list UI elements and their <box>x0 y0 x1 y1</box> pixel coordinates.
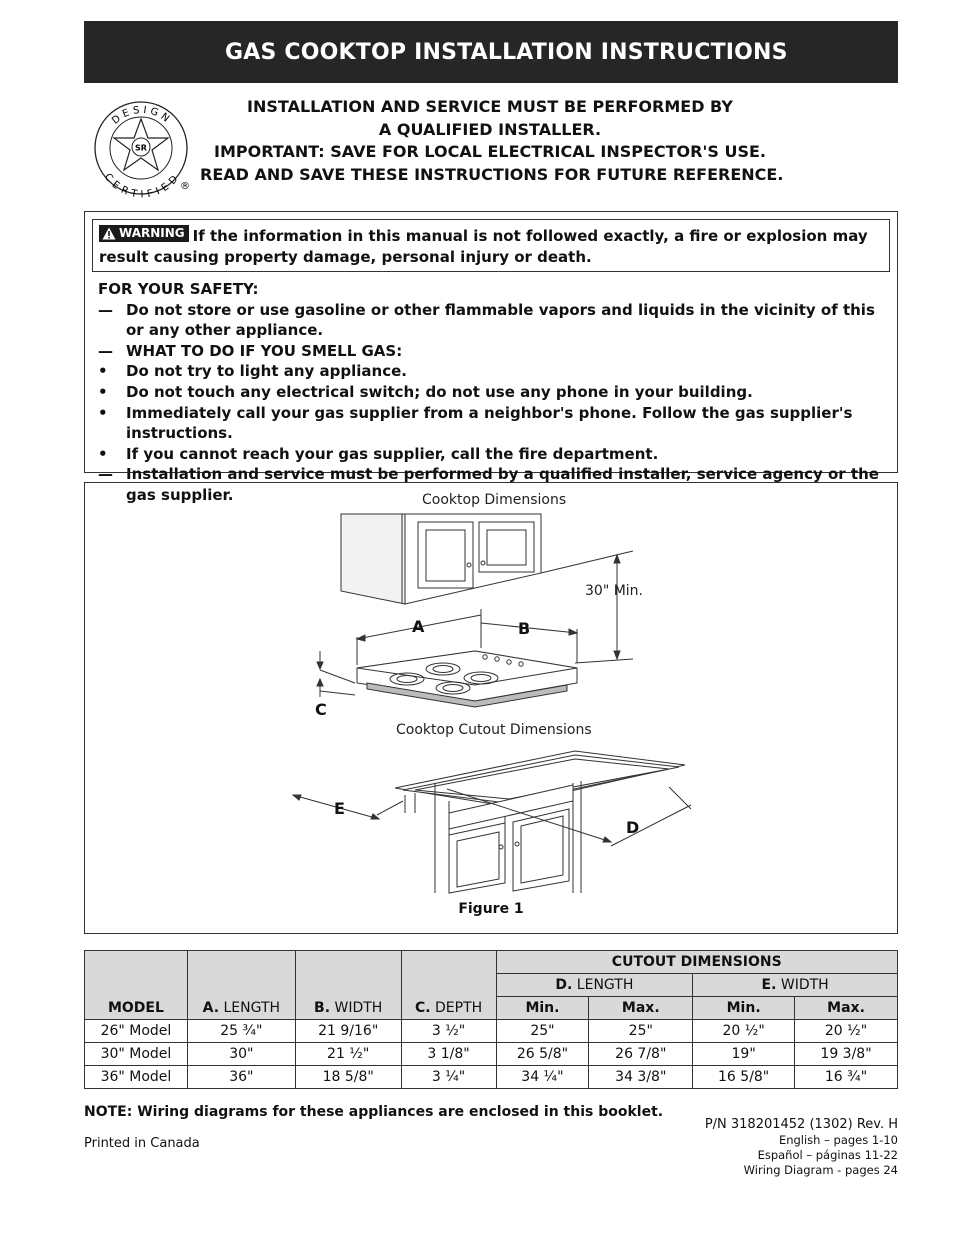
table-cell: 30" <box>187 1043 295 1066</box>
table-cell: 25 ¾" <box>187 1020 295 1043</box>
table-cell: 20 ½" <box>693 1020 795 1043</box>
safety-heading: FOR YOUR SAFETY: <box>98 280 259 298</box>
dimension-letter-d: D <box>626 818 640 837</box>
page-ref: Español – páginas 11-22 <box>757 1148 898 1162</box>
figure-box <box>84 482 898 934</box>
cutout-dimensions-title: Cooktop Cutout Dimensions <box>396 722 592 738</box>
table-cell: 36" Model <box>85 1066 188 1089</box>
table-header-cell <box>85 974 188 997</box>
part-number-block <box>705 1116 898 1178</box>
table-header-cell <box>295 974 401 997</box>
header-note-line: READ AND SAVE THESE INSTRUCTIONS FOR FUTURE REFERENCE. <box>200 164 784 184</box>
list-item-text: Installation and service must be performed by a qualified installer, service agency or the gas supplier. <box>126 465 879 504</box>
figure-caption: Figure 1 <box>458 901 524 917</box>
min-clearance-label: 30" Min. <box>585 583 643 599</box>
list-marker: • <box>98 382 108 401</box>
list-item <box>98 300 888 341</box>
list-marker: — <box>98 465 113 484</box>
list-item <box>98 382 888 403</box>
warning-badge-label: WARNING <box>119 226 185 240</box>
table-cell: 18 5/8" <box>295 1066 401 1089</box>
warning-badge <box>99 225 189 242</box>
warning-box <box>92 219 890 272</box>
cooktop-dimensions-title: Cooktop Dimensions <box>422 492 567 508</box>
table-cell: 3 1/8" <box>401 1043 496 1066</box>
list-item-text: WHAT TO DO IF YOU SMELL GAS: <box>126 341 403 360</box>
table-cell: 3 ½" <box>401 1020 496 1043</box>
dimension-letter-a: A <box>412 617 425 636</box>
seal-center-text: SR <box>135 143 147 153</box>
table-cell: 34 3/8" <box>589 1066 693 1089</box>
seal-top-text: DESIGN <box>110 104 174 127</box>
table-cell: 26 5/8" <box>496 1043 589 1066</box>
dimensions-table <box>84 950 898 1089</box>
list-item-text: Immediately call your gas supplier from a neighbor's phone. Follow the gas supplier's instructions. <box>126 403 853 443</box>
list-item <box>98 341 888 362</box>
max-header: Max. <box>795 997 898 1020</box>
model-header: MODEL <box>85 997 188 1020</box>
page-ref: English – pages 1-10 <box>778 1133 898 1147</box>
table-header-cell <box>85 951 188 974</box>
table-header-cell <box>187 951 295 974</box>
header-notes <box>200 96 784 186</box>
list-marker: • <box>98 403 108 422</box>
dimension-letter-e: E <box>334 799 345 818</box>
min-header: Min. <box>496 997 589 1020</box>
table-row <box>85 1066 898 1089</box>
table-cell: 26 7/8" <box>589 1043 693 1066</box>
wiring-note: NOTE: Wiring diagrams for these appliances are enclosed in this booklet. <box>84 1104 664 1120</box>
cooktop <box>357 651 577 707</box>
list-marker: — <box>98 341 113 360</box>
list-item <box>98 361 888 382</box>
length-header: A. LENGTH <box>187 997 295 1020</box>
table-header-cell <box>187 974 295 997</box>
header-note-line: A QUALIFIED INSTALLER. <box>378 119 602 139</box>
warning-text: If the information in this manual is not followed exactly, a fire or explosion may result causing property damage, personal injury or death. <box>99 227 868 266</box>
list-item <box>98 403 888 444</box>
base-cabinet <box>395 751 685 893</box>
table-cell: 34 ¼" <box>496 1066 589 1089</box>
depth-dimension <box>317 651 355 697</box>
list-item-text: If you cannot reach your gas supplier, call the fire department. <box>126 444 659 463</box>
svg-text:CERTIFIED <box>102 172 183 199</box>
min-header: Min. <box>693 997 795 1020</box>
table-header-cell <box>401 974 496 997</box>
part-number: P/N 318201452 (1302) Rev. H <box>704 1117 898 1132</box>
cooktop-dimensions-figure <box>85 483 897 933</box>
table-cell: 21 9/16" <box>295 1020 401 1043</box>
list-item-text: Do not touch any electrical switch; do not use any phone in your building. <box>126 382 753 401</box>
page-title: GAS COOKTOP INSTALLATION INSTRUCTIONS <box>225 39 788 65</box>
cutout-dimensions-header: CUTOUT DIMENSIONS <box>496 951 897 974</box>
table-cell: 21 ½" <box>295 1043 401 1066</box>
header-note-line: IMPORTANT: SAVE FOR LOCAL ELECTRICAL INSPECTOR'S USE. <box>214 142 766 161</box>
table-cell: 3 ¼" <box>401 1066 496 1089</box>
table-row <box>85 1043 898 1066</box>
width-header: B. WIDTH <box>295 997 401 1020</box>
table-cell: 30" Model <box>85 1043 188 1066</box>
table-header-cell <box>295 951 401 974</box>
cutout-length-header: D. LENGTH <box>496 974 693 997</box>
table-cell: 26" Model <box>85 1020 188 1043</box>
depth-header: C. DEPTH <box>401 997 496 1020</box>
table-cell: 16 ¾" <box>795 1066 898 1089</box>
page-ref: Wiring Diagram - pages 24 <box>743 1163 898 1177</box>
safety-list <box>98 279 888 506</box>
table-cell: 25" <box>589 1020 693 1043</box>
table-cell: 19 3/8" <box>795 1043 898 1066</box>
dimension-letter-b: B <box>518 619 531 638</box>
header-note-line: INSTALLATION AND SERVICE MUST BE PERFORMED BY <box>247 97 733 116</box>
cutout-width-header: E. WIDTH <box>693 974 898 997</box>
dimension-letter-c: C <box>315 700 327 719</box>
table-row <box>85 1020 898 1043</box>
table-cell: 20 ½" <box>795 1020 898 1043</box>
wall-cabinet <box>341 514 541 604</box>
table-cell: 19" <box>693 1043 795 1066</box>
table-cell: 36" <box>187 1066 295 1089</box>
table-cell: 16 5/8" <box>693 1066 795 1089</box>
min-clearance-dimension <box>541 551 633 663</box>
table-header-cell <box>401 951 496 974</box>
list-marker: — <box>98 300 113 319</box>
max-header: Max. <box>589 997 693 1020</box>
printed-in: Printed in Canada <box>84 1136 200 1151</box>
design-certified-seal-icon <box>92 99 192 199</box>
warning-triangle-icon <box>102 227 116 240</box>
seal-registered-mark: ® <box>180 181 190 192</box>
list-item <box>98 444 888 465</box>
list-item-text: Do not store or use gasoline or other flammable vapors and liquids in the vicinity of this or any other appliance. <box>126 300 875 340</box>
table-cell: 25" <box>496 1020 589 1043</box>
title-bar <box>84 21 898 83</box>
list-item-text: Do not try to light any appliance. <box>126 362 407 381</box>
seal-bottom-text: CERTIFIED <box>101 171 183 199</box>
list-marker: • <box>98 444 108 463</box>
list-marker: • <box>98 362 108 381</box>
